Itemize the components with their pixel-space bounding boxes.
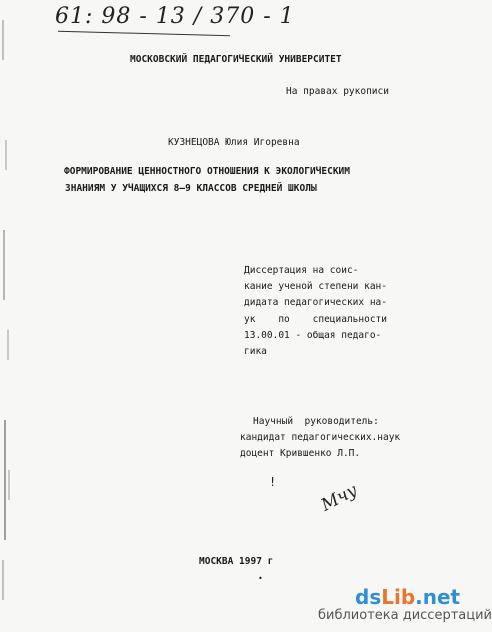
dissertation-line: кание ученой степени кан-	[244, 281, 387, 293]
thesis-title-line-2: ЗНАНИЯМ У УЧАЩИХСЯ 8—9 КЛАССОВ СРЕДНЕЙ ШКОЛЫ	[65, 183, 317, 194]
catalog-number: 61: 98 - 13 / 370 - 1	[55, 4, 295, 29]
watermark-logo-net: .net	[415, 585, 461, 609]
signature-mark: !	[269, 475, 277, 489]
dissertation-line: дидата педагогических на-	[244, 297, 387, 309]
catalog-underline	[58, 31, 230, 37]
dissertation-line: 13.00.01 - общая педаго-	[244, 329, 382, 341]
supervisor-line: доцент Крившенко Л.П.	[240, 448, 361, 460]
watermark-logo-ds: ds	[355, 585, 382, 609]
dissertation-line: Диссертация на соис-	[244, 265, 359, 276]
supervisor-line: кандидат педагогических.наук	[240, 432, 401, 444]
dissertation-line: гика	[244, 346, 267, 358]
supervisor-block	[240, 414, 400, 463]
city-year: МОСКВА 1997 г	[199, 556, 274, 567]
watermark-subtitle: библиотека диссертаций	[318, 608, 492, 623]
thesis-title-line-1: ФОРМИРОВАНИЕ ЦЕННОСТНОГО ОТНОШЕНИЯ К ЭКОЛОГИЧЕСКИМ	[64, 166, 350, 177]
handwritten-signature: Мчу	[318, 480, 361, 516]
university-name: МОСКОВСКИЙ ПЕДАГОГИЧЕСКИЙ УНИВЕРСИТЕТ	[130, 54, 342, 65]
city-mark: •	[258, 574, 263, 583]
supervisor-line: Научный руководитель:	[253, 416, 379, 427]
dissertation-statement	[244, 263, 387, 360]
rights-note: На правах рукописи	[286, 86, 389, 97]
watermark-logo-lib: Lib	[381, 585, 416, 609]
author-name: КУЗНЕЦОВА Юлия Игоревна	[168, 137, 300, 148]
watermark-logo	[355, 585, 460, 609]
dissertation-line: ук по специальности	[244, 313, 387, 325]
scan-edge-noise	[0, 0, 14, 632]
